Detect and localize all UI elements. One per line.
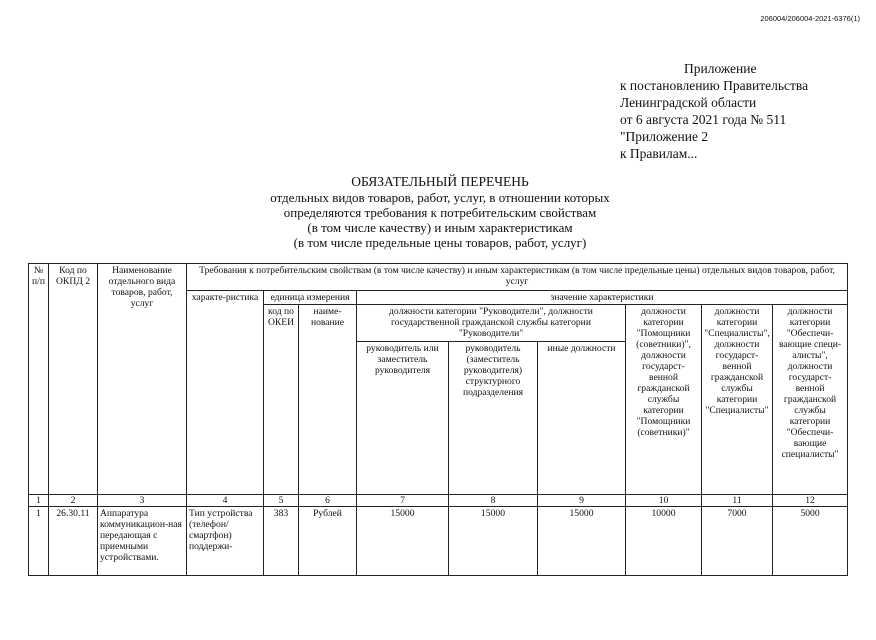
subtitle-line: определяются требования к потребительским свойствам (283, 205, 597, 220)
appendix-block (620, 60, 860, 162)
requirements-table (28, 263, 848, 576)
column-number: 7 (357, 495, 449, 507)
column-number: 2 (49, 495, 98, 507)
header-leaders-group: должности категории "Руководители", должности государственной гражданской службы категории "Руководители" (357, 305, 626, 342)
cell-okpd: 26.30.11 (49, 507, 98, 576)
header-num: № п/п (29, 264, 49, 495)
header-specialists: должности категории "Специалисты", должности государст-венной гражданской службы категории "Специалисты" (702, 305, 773, 495)
column-number: 6 (299, 495, 357, 507)
cell-leader-other: 15000 (538, 507, 626, 576)
header-characteristic: характе-ристика (187, 291, 264, 495)
column-number: 5 (264, 495, 299, 507)
cell-support: 5000 (773, 507, 848, 576)
header-unit-name: наиме-нование (299, 305, 357, 495)
header-okpd: Код по ОКПД 2 (49, 264, 98, 495)
header-requirements: Требования к потребительским свойствам (в том числе качеству) и иным характеристикам (в том числе предельные цены) отдельных видов товаров, работ, услуг (187, 264, 848, 291)
table-row (29, 507, 848, 576)
header-support: должности категории "Обеспечи-вающие специ-алисты", должности государст-венной гражданской службы категории "Обеспечи-вающие специалисты" (773, 305, 848, 495)
subtitle-line: (в том числе предельные цены товаров, работ, услуг) (293, 235, 587, 250)
subtitle-line: (в том числе качеству) и иным характеристикам (307, 220, 573, 235)
title-block (210, 173, 670, 250)
column-number: 8 (449, 495, 538, 507)
document-id: 206004/206004-2021-6376(1) (760, 14, 860, 23)
column-numbers-row (29, 495, 848, 507)
appendix-line: к Правилам... (620, 146, 698, 161)
header-leader-head: руководитель или заместитель руководителя (357, 342, 449, 495)
appendix-line: Ленинградской области (620, 95, 757, 110)
header-leader-other: иные должности (538, 342, 626, 495)
appendix-line: "Приложение 2 (620, 129, 709, 144)
header-unit: единица измерения (264, 291, 357, 305)
appendix-line: Приложение (684, 61, 757, 76)
column-number: 10 (626, 495, 702, 507)
subtitle-line: отдельных видов товаров, работ, услуг, в отношении которых (270, 190, 610, 205)
column-number: 9 (538, 495, 626, 507)
column-number: 11 (702, 495, 773, 507)
column-number: 1 (29, 495, 49, 507)
column-number: 4 (187, 495, 264, 507)
appendix-line: к постановлению Правительства (620, 78, 809, 93)
header-value: значение характеристики (357, 291, 848, 305)
cell-leader-head: 15000 (357, 507, 449, 576)
cell-specialists: 7000 (702, 507, 773, 576)
cell-name: Аппаратура коммуникацион-ная передающая с приемными устройствами. (98, 507, 187, 576)
cell-unit-code: 383 (264, 507, 299, 576)
header-unit-code: код по ОКЕИ (264, 305, 299, 495)
cell-unit-name: Рублей (299, 507, 357, 576)
cell-leader-struct: 15000 (449, 507, 538, 576)
appendix-line: от 6 августа 2021 года № 511 (620, 112, 787, 127)
cell-characteristic: Тип устройства (телефон/ смартфон) поддержи- (187, 507, 264, 576)
header-leader-struct: руководитель (заместитель руководителя) структурного подразделения (449, 342, 538, 495)
cell-assistants: 10000 (626, 507, 702, 576)
header-assistants: должности категории "Помощники (советники)", должности государст-венной гражданской службы категории "Помощники (советники)" (626, 305, 702, 495)
header-name: Наименование отдельного вида товаров, работ, услуг (98, 264, 187, 495)
column-number: 3 (98, 495, 187, 507)
document-title: ОБЯЗАТЕЛЬНЫЙ ПЕРЕЧЕНЬ (351, 174, 529, 189)
column-number: 12 (773, 495, 848, 507)
cell-num: 1 (29, 507, 49, 576)
